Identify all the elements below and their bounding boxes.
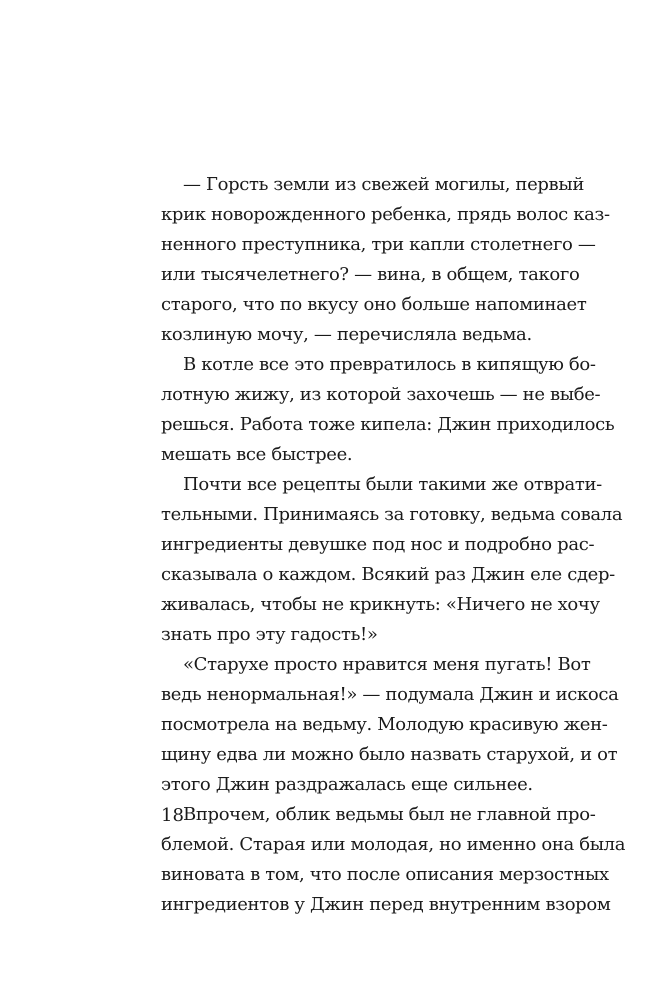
text-line: ненного преступника, три капли столетнего — xyxy=(161,234,596,255)
text-line: или тысячелетнего? — вина, в общем, такого xyxy=(161,264,580,285)
text-line: сказывала о каждом. Всякий раз Джин еле сдер- xyxy=(161,564,615,585)
text-line: щину едва ли можно было назвать старухой, и от xyxy=(161,744,618,765)
text-line: знать про эту гадость!» xyxy=(161,624,378,645)
text-line: «Старухе просто нравится меня пугать! Вот xyxy=(183,654,591,675)
text-line: В котле все это превратилось в кипящую бо- xyxy=(183,354,596,375)
text-line: Впрочем, облик ведьмы был не главной про- xyxy=(183,804,596,825)
text-line: живалась, чтобы не крикнуть: «Ничего не хочу xyxy=(161,594,600,615)
text-line: козлиную мочу, — перечисляла ведьма. xyxy=(161,324,532,345)
text-line: крик новорожденного ребенка, прядь волос каз- xyxy=(161,204,610,225)
text-line: блемой. Старая или молодая, но именно она была xyxy=(161,834,626,855)
text-line: старого, что по вкусу оно больше напоминает xyxy=(161,294,587,315)
page-number: 18 xyxy=(161,805,184,826)
body-text xyxy=(161,170,626,920)
text-line: решься. Работа тоже кипела: Джин приходилось xyxy=(161,414,615,435)
text-line: виновата в том, что после описания мерзостных xyxy=(161,864,609,885)
text-line: лотную жижу, из которой захочешь — не выбе- xyxy=(161,384,601,405)
text-line: посмотрела на ведьму. Молодую красивую жен- xyxy=(161,714,608,735)
text-line: — Горсть земли из свежей могилы, первый xyxy=(183,174,584,195)
text-line: ингредиенты девушке под нос и подробно рас- xyxy=(161,534,595,555)
text-line: ведь ненормальная!» — подумала Джин и искоса xyxy=(161,684,619,705)
text-line: Почти все рецепты были такими же отврати- xyxy=(183,474,602,495)
text-line: этого Джин раздражалась еще сильнее. xyxy=(161,774,533,795)
text-line: ингредиентов у Джин перед внутренним взором xyxy=(161,894,611,915)
text-line: тельными. Принимаясь за готовку, ведьма совала xyxy=(161,504,623,525)
text-line: мешать все быстрее. xyxy=(161,444,353,465)
